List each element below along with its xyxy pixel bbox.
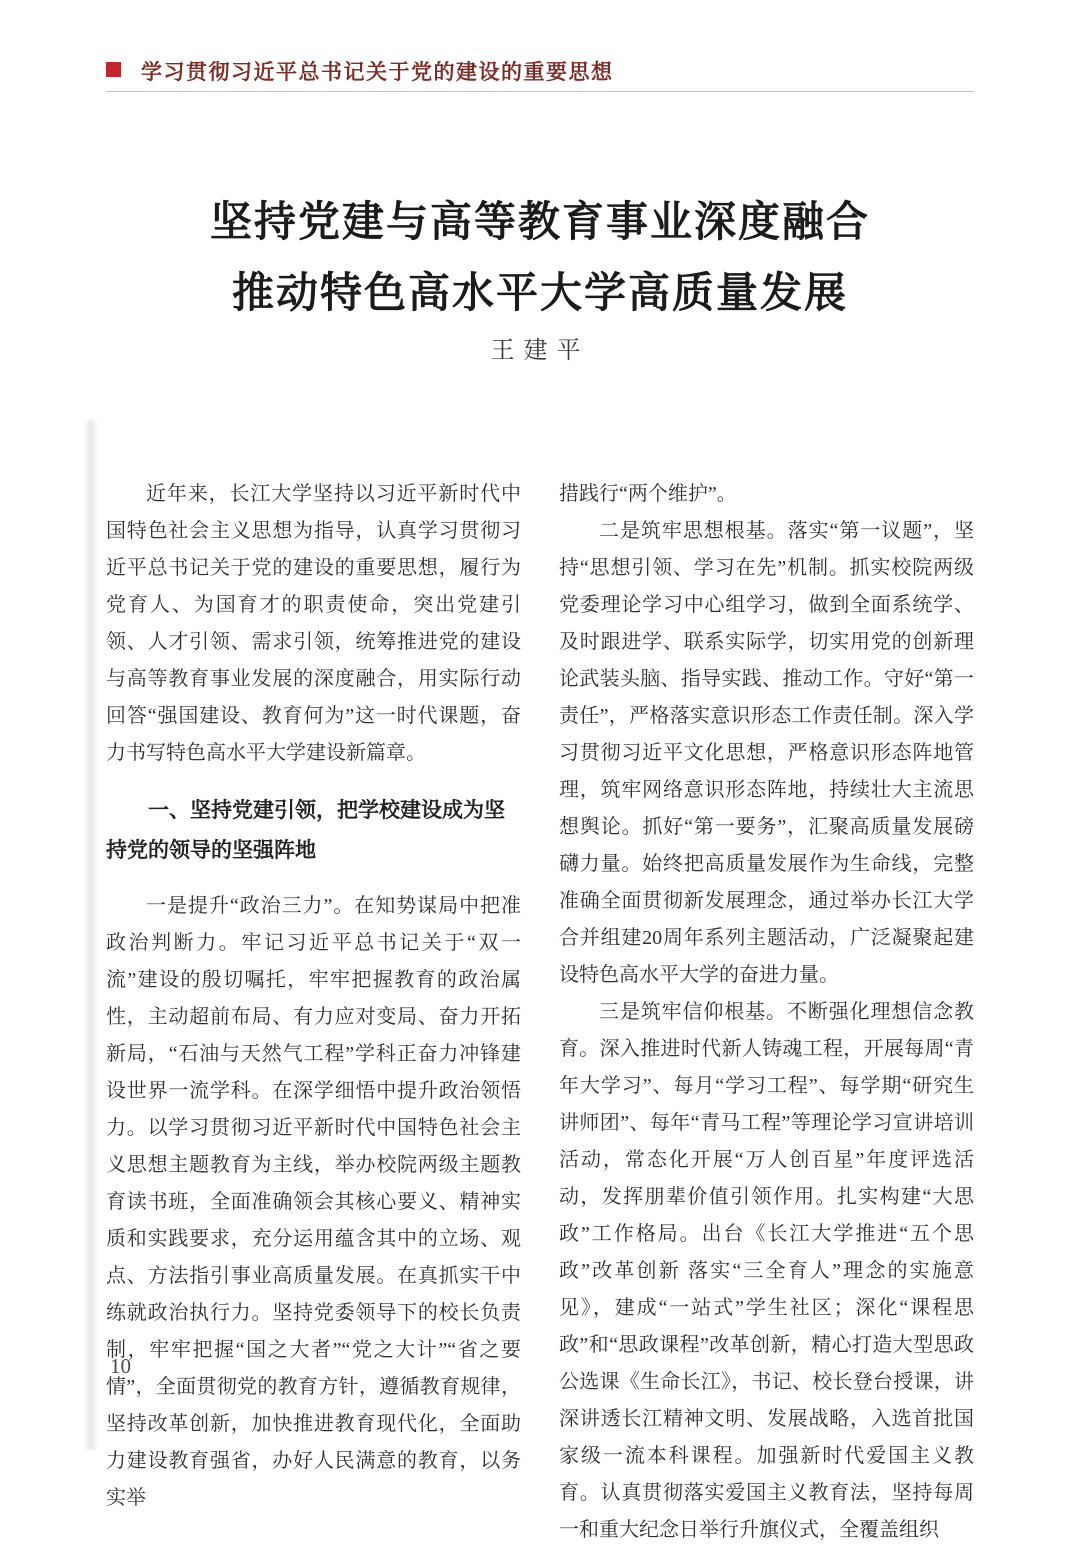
running-header-title: 学习贯彻习近平总书记关于党的建设的重要思想 — [141, 61, 614, 84]
article-body — [106, 476, 974, 1549]
running-header — [106, 56, 974, 86]
article-title-line-1: 坚持党建与高等教育事业深度融合 — [209, 198, 870, 246]
article-title — [0, 186, 1080, 328]
left-column — [106, 476, 521, 1549]
paragraph: 一是提升“政治三力”。在知势谋局中把准政治判断力。牢记习近平总书记关于“双一流”建设的殷切嘱托，牢牢把握教育的政治属性，主动超前布局、有力应对变局、奋力开拓新局，“石油与天然气工程”学科正奋力冲锋建设世界一流学科。在深学细悟中提升政治领悟力。以学习贯彻习近平新时代中国特色社会主义思想主题教育为主线，举办校院两级主题教育读书班，全面准确领会其核心要义、精神实质和实践要求，充分运用蕴含其中的立场、观点、方法指引事业高质量发展。在真抓实干中练就政治执行力。坚持党委领导下的校长负责制，牢牢把握“国之大者”“党之大计”“省之要情”，全面贯彻党的教育方针，遵循教育规律，坚持改革创新，加快推进教育现代化，全面助力建设教育强省，办好人民满意的教育，以务实举 — [106, 895, 521, 1509]
section-heading: 一、坚持党建引领，把学校建设成为坚持党的领导的坚强阵地 — [106, 799, 505, 862]
paragraph: 二是筑牢思想根基。落实“第一议题”，坚持“思想引领、学习在先”机制。抓实校院两级党委理论学习中心组学习，做到全面系统学、及时跟进学、联系实际学，切实用党的创新理论武装头脑、指导实践、推动工作。守好“第一责任”，严格落实意识形态工作责任制。深入学习贯彻习近平文化思想，严格意识形态阵地管理，筑牢网络意识形态阵地，持续壮大主流思想舆论。抓好“第一要务”，汇聚高质量发展磅礴力量。始终把高质量发展作为生命线，完整准确全面贯彻新发展理念，通过举办长江大学合并组建20周年系列主题活动，广泛凝聚起建设特色高水平大学的奋进力量。 — [559, 520, 974, 986]
paragraph: 近年来，长江大学坚持以习近平新时代中国特色社会主义思想为指导，认真学习贯彻习近平总书记关于党的建设的重要思想，履行为党育人、为国育才的职责使命，突出党建引领、人才引领、需求引领，统筹推进党的建设与高等教育事业发展的深度融合，用实际行动回答“强国建设、教育何为”这一时代课题，奋力书写特色高水平大学建设新篇章。 — [106, 483, 521, 764]
page-number: 10 — [110, 1354, 131, 1378]
scan-gutter-shadow — [84, 420, 98, 1450]
paragraph-continuation: 措践行“两个维护”。 — [559, 483, 737, 505]
red-square-icon — [106, 62, 121, 77]
author-name: 王建平 — [490, 338, 590, 364]
paragraph: 三是筑牢信仰根基。不断强化理想信念教育。深入推进时代新人铸魂工程，开展每周“青年大学习”、每月“学习工程”、每学期“研究生讲师团”、每年“青马工程”等理论学习宣讲培训活动，常态化开展“万人创百星”年度评选活动，发挥朋辈价值引领作用。扎实构建“大思政”工作格局。出台《长江大学推进“五个思政”改革创新 落实“三全育人”理念的实施意见》，建成“一站式”学生社区；深化“课程思政”和“思政课程”改革创新，精心打造大型思政公选课《生命长江》，书记、校长登台授课，讲深讲透长江精神文明、发展战略，入选首批国家级一流本科课程。加强新时代爱国主义教育。认真贯彻落实爱国主义教育法，坚持每周一和重大纪念日举行升旗仪式，全覆盖组织 — [559, 1001, 974, 1541]
article-title-line-2: 推动特色高水平大学高质量发展 — [231, 269, 848, 317]
right-column — [559, 476, 974, 1549]
header-divider — [106, 91, 974, 92]
